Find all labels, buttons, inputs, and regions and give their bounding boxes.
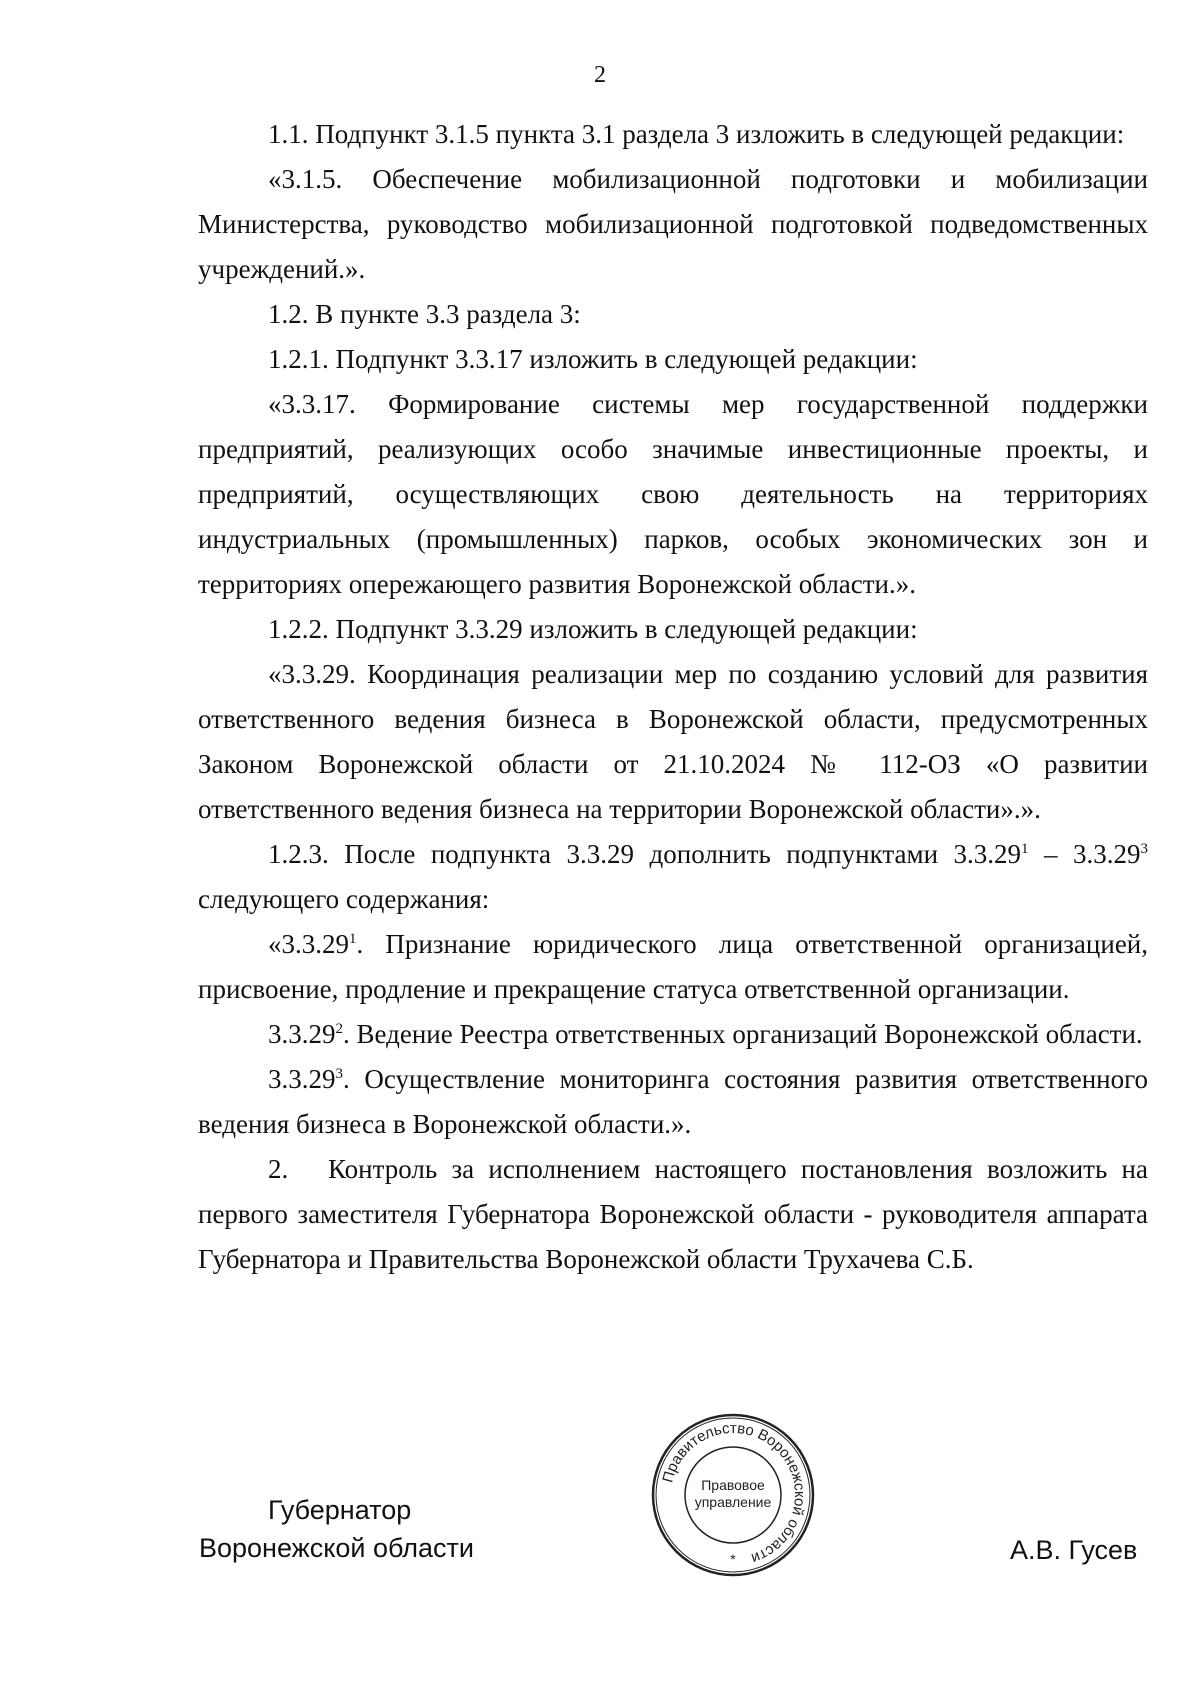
paragraph-2: 2. Контроль за исполнением настоящего постановления возложить на первого заместителя Губернатора Воронежской области - руководителя аппарата Губернатора и Правительства Воронежской области Трухачева С.Б. (198, 1154, 1148, 1274)
paragraph-3-1-5: «3.1.5. Обеспечение мобилизационной подготовки и мобилизации Министерства, руководство мобилизационной подготовкой подведомственных учреждений.». (198, 164, 1148, 284)
seal-inner-line1: Правовое (701, 1477, 765, 1493)
paragraph-3-3-29: «3.3.29. Координация реализации мер по созданию условий для развития ответственного ведения бизнеса в Воронежской области, предусмотренных Законом Воронежской области от 21.10.2024 № 112-ОЗ «О развитии ответственного ведения бизнеса на территории Воронежской области».». (198, 659, 1148, 824)
seal-inner-line2: управление (694, 1494, 772, 1510)
paragraph-3-3-17: «3.3.17. Формирование системы мер государственной поддержки предприятий, реализующих особо значимые инвестиционные проекты, и предприятий, осуществляющих свою деятельность на территориях индустриальных (промышленных) парков, особых экономических зон и территориях опережающего развития Воронежской области.». (198, 389, 1148, 599)
signature-title-line2: Воронежской области (199, 1533, 474, 1563)
signature-name: А.В. Гусев (1010, 1535, 1138, 1565)
paragraph-3-3-29-2: 3.3.29$^2$. Ведение Реестра ответственных организаций Воронежской области. (268, 1019, 1143, 1049)
paragraph-1-1: 1.1. Подпункт 3.1.5 пункта 3.1 раздела 3 изложить в следующей редакции: (268, 119, 1125, 149)
paragraph-1-2-2: 1.2.2. Подпункт 3.3.29 изложить в следующей редакции: (268, 614, 918, 644)
paragraph-3-3-29-3: 3.3.29$^3$. Осуществление мониторинга состояния развития ответственного ведения бизнеса в Воронежской области.». (198, 1064, 1148, 1139)
paragraph-3-3-29-1: «3.3.29$^1$. Признание юридического лица ответственной организацией, присвоение, продление и прекращение статуса ответственной организации. (198, 929, 1148, 1004)
page-number: 2 (594, 62, 606, 88)
document-body (198, 112, 1148, 1282)
paragraph-1-2-3: 1.2.3. После подпункта 3.3.29 дополнить подпунктами 3.3.29$^1$ – 3.3.29$^3$ следующего содержания: (198, 839, 1149, 914)
official-seal (648, 1410, 818, 1580)
paragraph-1-2: 1.2. В пункте 3.3 раздела 3: (268, 299, 581, 329)
seal-outer-text: Правительство Воронежской области (659, 1419, 809, 1567)
paragraph-1-2-1: 1.2.1. Подпункт 3.3.17 изложить в следующей редакции: (268, 344, 918, 374)
signature-title-line1: Губернатор (268, 1495, 412, 1525)
seal-star: * (730, 1551, 736, 1567)
